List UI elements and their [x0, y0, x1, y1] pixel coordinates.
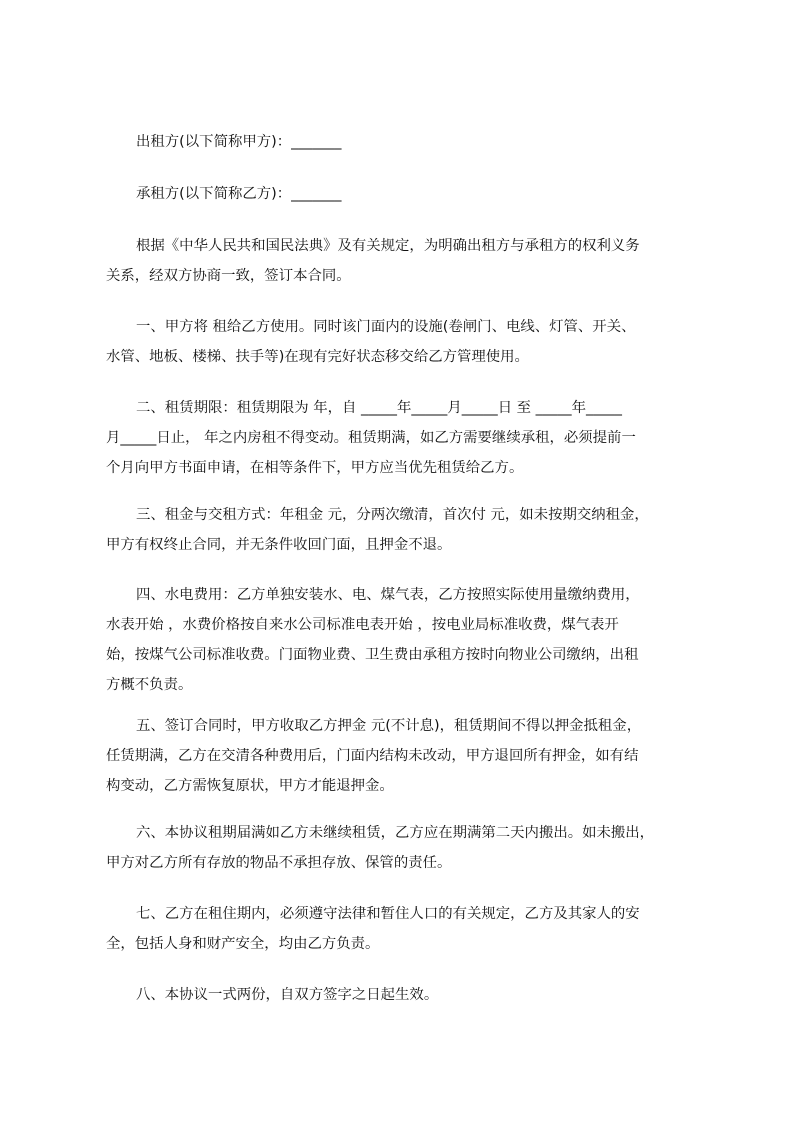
- lessee-text: 承租方(以下简称乙方)：_______: [136, 186, 342, 202]
- preamble-paragraph: [106, 231, 702, 291]
- clause-line: 甲方有权终止合同，并无条件收回门面，且押金不退。: [106, 537, 452, 553]
- clause-line: 甲方对乙方所有存放的物品不承担存放、保管的责任。: [106, 855, 452, 871]
- clause-line: 一、甲方将 租给乙方使用。同时该门面内的设施(卷闸门、电线、灯管、开关、: [136, 319, 636, 335]
- clause-line: 水表开始 ，水费价格按自来水公司标准电表开始 ，按电业局标准收费，煤气表开: [106, 617, 619, 633]
- clause-4: [106, 580, 702, 700]
- clause-line: 八、本协议一式两份，自双方签字之日起生效。: [136, 987, 439, 1003]
- preamble-line: 根据《中华人民共和国民法典》及有关规定，为明确出租方与承租方的权利义务: [136, 238, 640, 254]
- clause-line: 六、本协议租期届满如乙方未继续租赁，乙方应在期满第二天内搬出。如未搬出，: [136, 825, 655, 841]
- lessor-party-line: [106, 127, 702, 157]
- lessee-party-line: [106, 179, 702, 209]
- clause-line: 全，包括人身和财产安全，均由乙方负责。: [106, 936, 380, 952]
- clause-6: [106, 818, 702, 878]
- clause-line: 任赁期满，乙方在交清各种费用后，门面内结构未改动，甲方退回所有押金，如有结: [106, 748, 639, 764]
- clause-line: 个月向甲方书面申请，在相等条件下，甲方应当优先租赁给乙方。: [106, 460, 524, 476]
- clause-line: 月_____日止， 年之内房租不得变动。租赁期满，如乙方需要继续承租，必须提前一: [106, 430, 636, 446]
- clause-1: [106, 312, 702, 372]
- clause-7: [106, 899, 702, 959]
- clause-line: 二、租赁期限：租赁期限为 年，自 _____年_____月_____日 至 _____年_____: [136, 400, 622, 416]
- clause-line: 五、签订合同时，甲方收取乙方押金 元(不计息)，租赁期间不得以押金抵租金，: [136, 718, 642, 734]
- clause-line: 方概不负责。: [106, 677, 193, 693]
- clause-line: 三、租金与交租方式：年租金 元，分两次缴清，首次付 元，如未按期交纳租金，: [136, 507, 649, 523]
- clause-line: 构变动，乙方需恢复原状，甲方才能退押金。: [106, 778, 394, 794]
- clause-5: [106, 711, 702, 801]
- clause-2: [106, 393, 702, 483]
- preamble-line: 关系，经双方协商一致，签订本合同。: [106, 268, 351, 284]
- clause-3: [106, 500, 702, 560]
- lessor-text: 出租方(以下简称甲方)：_______: [136, 134, 342, 150]
- clause-line: 四、水电费用：乙方单独安装水、电、煤气表，乙方按照实际使用量缴纳费用，: [136, 587, 640, 603]
- clause-line: 始，按煤气公司标准收费。门面物业费、卫生费由承租方按时向物业公司缴纳，出租: [106, 647, 639, 663]
- clause-8: [106, 980, 702, 1010]
- clause-line: 七、乙方在租住期内，必须遵守法律和暂住人口的有关规定，乙方及其家人的安: [136, 906, 640, 922]
- clause-line: 水管、地板、楼梯、扶手等)在现有完好状态移交给乙方管理使用。: [106, 349, 529, 365]
